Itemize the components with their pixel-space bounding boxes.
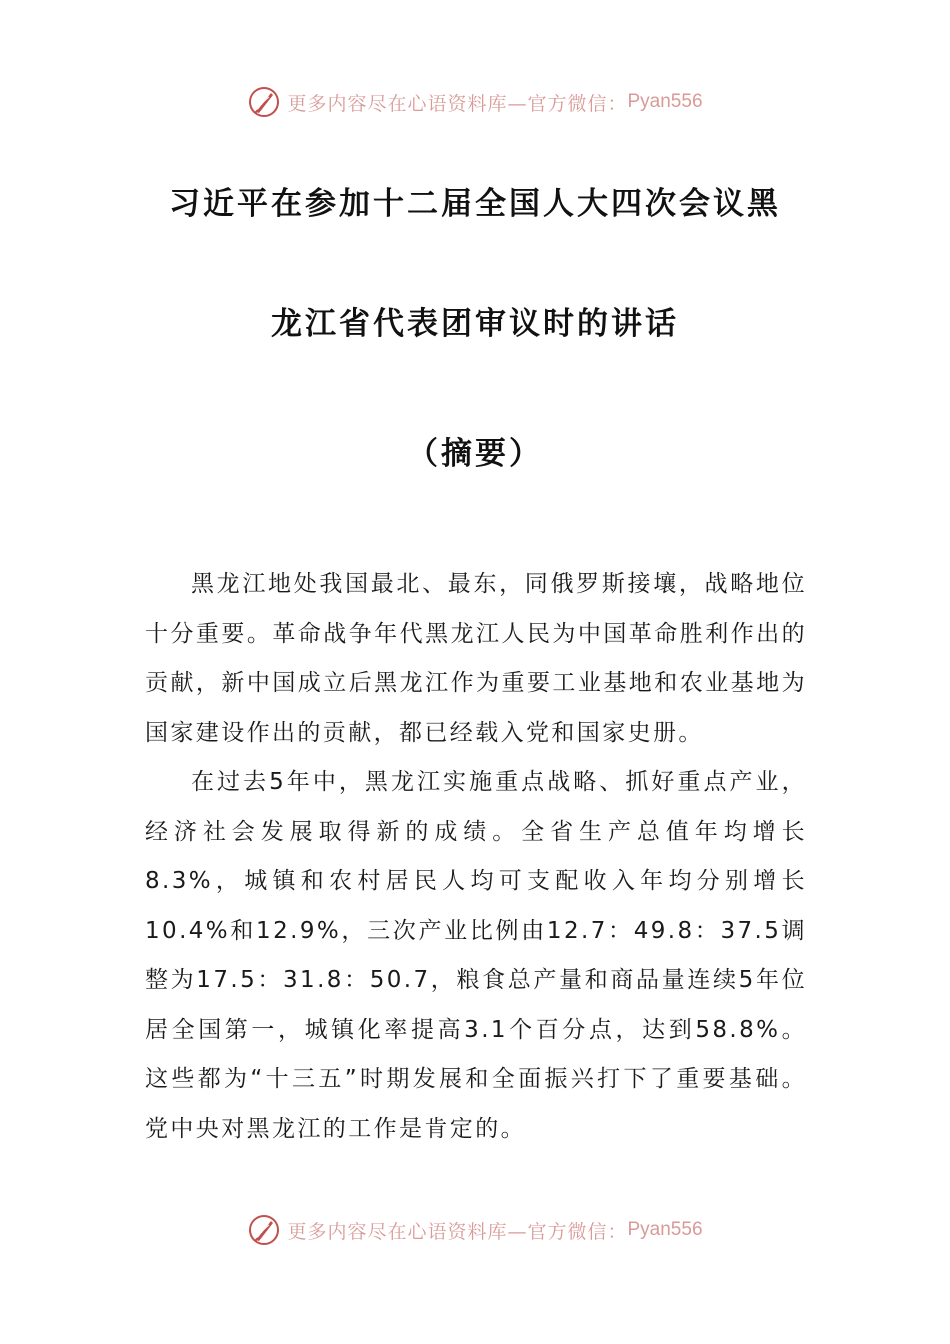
- paragraph-1: 黑龙江地处我国最北、最东，同俄罗斯接壤，战略地位十分重要。革命战争年代黑龙江人民为中国革命胜利作出的贡献，新中国成立后黑龙江作为重要工业基地和农业基地为国家建设作出的贡献，都已经载入党和国家史册。: [145, 571, 807, 746]
- watermark-id: Pyan556: [627, 1219, 703, 1240]
- quill-logo-icon: [247, 85, 281, 119]
- title-line-1: 习近平在参加十二届全国人大四次会议黑: [169, 186, 781, 222]
- article-body: [145, 560, 807, 1154]
- title-subtitle: （摘要）: [407, 436, 543, 472]
- header-watermark: [0, 82, 950, 122]
- title-line-2: 龙江省代表团审议时的讲话: [271, 306, 679, 342]
- footer-watermark: [0, 1210, 950, 1250]
- paragraph-2: 在过去5年中，黑龙江实施重点战略、抓好重点产业，经济社会发展取得新的成绩。全省生产总值年均增长8.3%，城镇和农村居民人均可支配收入年均分别增长10.4%和12.9%，三次产业比例由12.7：49.8：37.5调整为17.5：31.8：50.7，粮食总产量和商品量连续5年位居全国第一，城镇化率提高3.1个百分点，达到58.8%。这些都为“十三五”时期发展和全面振兴打下了重要基础。党中央对黑龙江的工作是肯定的。: [145, 769, 807, 1142]
- watermark-id: Pyan556: [627, 91, 703, 112]
- watermark-text: 更多内容尽在心语资料库—官方微信：: [287, 92, 628, 115]
- quill-logo-icon: [247, 1213, 281, 1247]
- watermark-text: 更多内容尽在心语资料库—官方微信：: [287, 1220, 628, 1243]
